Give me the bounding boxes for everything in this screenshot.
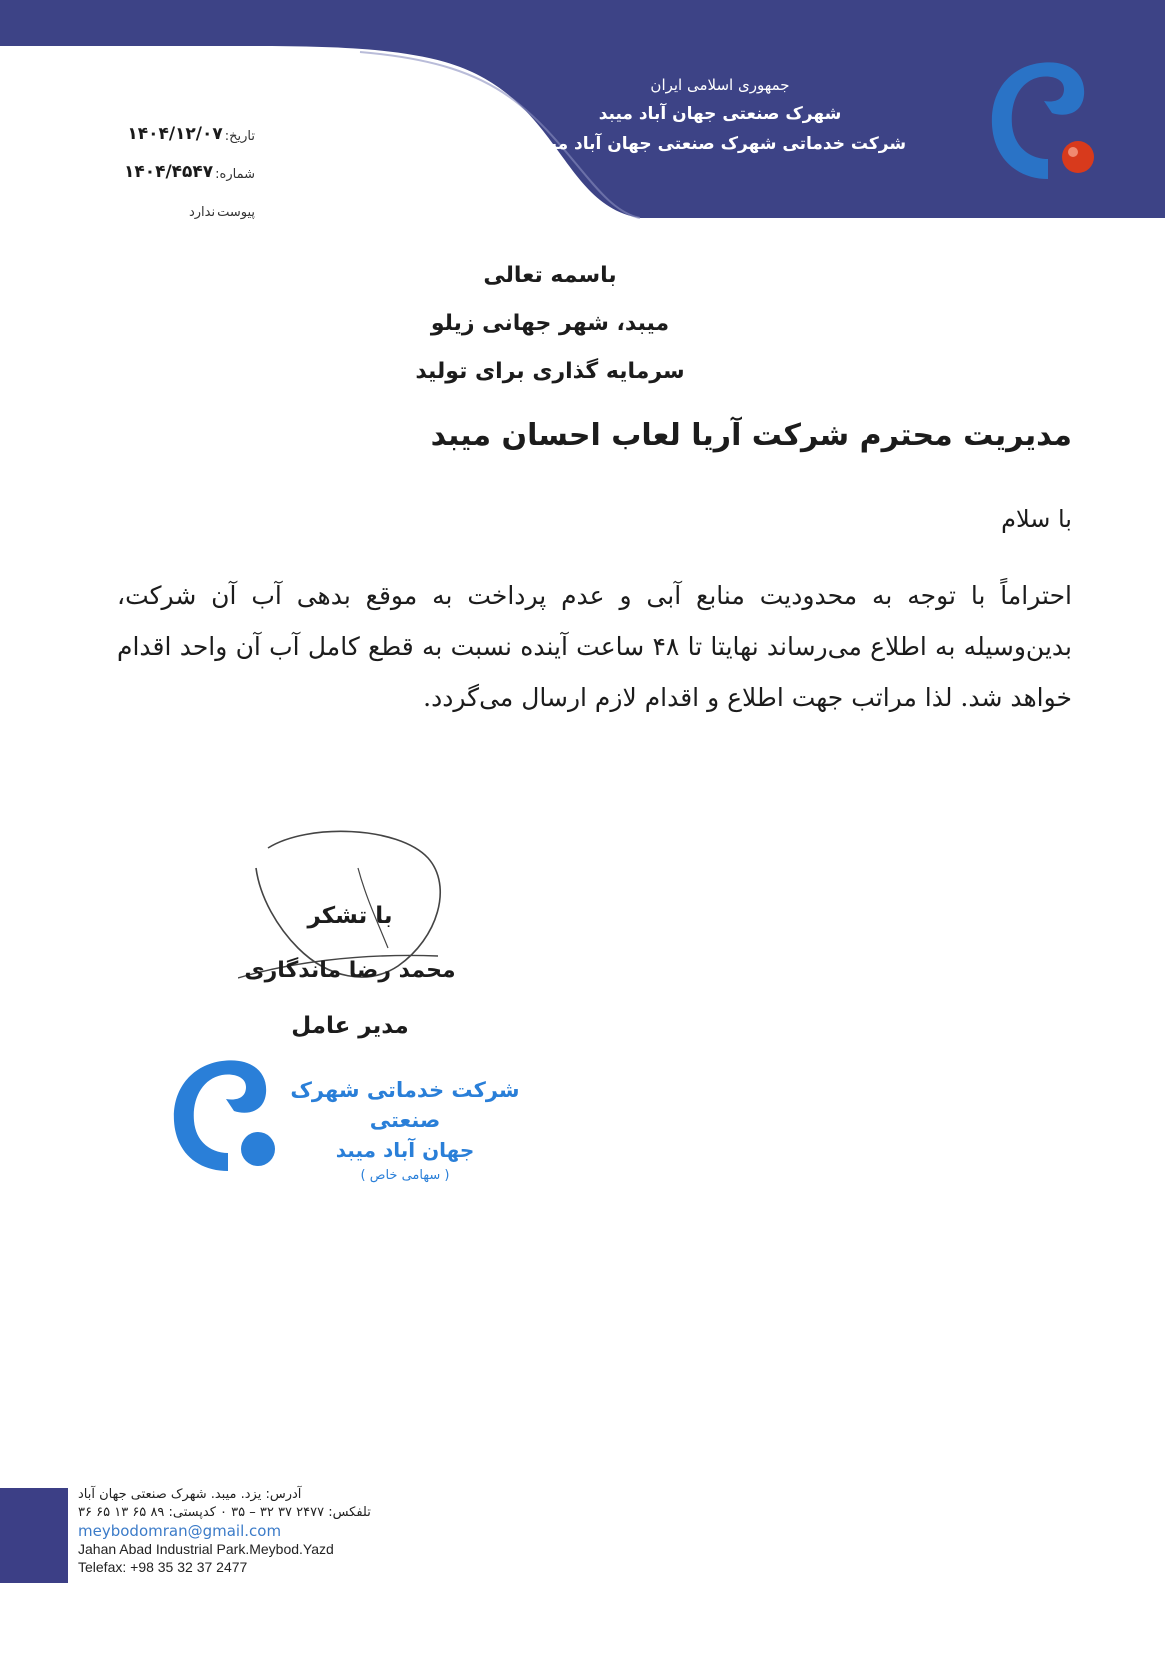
footer <box>78 1486 478 1576</box>
signature-block <box>230 888 470 1054</box>
org-name-block <box>520 72 920 158</box>
heading-line-3: سرمایه گذاری برای تولید <box>415 359 685 384</box>
company-logo-icon <box>990 55 1105 185</box>
attachment-label: پیوست <box>217 205 255 220</box>
signer-name: محمد رضا ماندگاری <box>244 958 456 983</box>
date-row <box>70 106 255 144</box>
salutation: با سلام <box>1001 505 1072 533</box>
industrial-park-name: شهرک صنعتی جهان آباد میبد <box>598 104 842 124</box>
number-row <box>70 144 255 182</box>
footer-address: آدرس: یزد. میبد. شهرک صنعتی جهان آباد <box>78 1487 302 1502</box>
letter-heading <box>380 252 720 396</box>
country-name: جمهوری اسلامی ایران <box>650 76 790 94</box>
footer-phone: تلفکس: ۲۴۷۷ ۳۷ ۳۲ – ۳۵ ۰ کدپستی: ۸۹ ۶۵ ۱۳ ۶۵ ۳۶ <box>78 1505 371 1520</box>
company-stamp <box>270 1075 540 1187</box>
signer-title: مدیر عامل <box>291 1013 409 1039</box>
service-company-name: شرکت خدماتی شهرک صنعتی جهان آباد میبد <box>533 134 907 154</box>
footer-email: meybodomran@gmail.com <box>78 1522 282 1540</box>
date-label: تاریخ: <box>224 129 255 144</box>
recipient: مدیریت محترم شرکت آریا لعاب احسان میبد <box>430 418 1072 453</box>
closing-text: با تشکر <box>307 903 393 929</box>
stamp-line-3: ( سهامی خاص ) <box>360 1168 450 1183</box>
heading-line-1: باسمه تعالی <box>483 263 617 288</box>
stamp-line-1: شرکت خدماتی شهرک صنعتی <box>290 1078 520 1132</box>
footer-bar <box>0 1488 68 1583</box>
footer-telefax: Telefax: +98 35 32 37 2477 <box>78 1559 248 1575</box>
number-label: شماره: <box>215 167 255 182</box>
attachment-value: ندارد <box>188 205 216 220</box>
date-value: ۱۴۰۴/۱۲/۰۷ <box>127 124 223 144</box>
letter-meta <box>70 106 255 220</box>
footer-address-en: Jahan Abad Industrial Park.Meybod.Yazd <box>78 1541 334 1557</box>
heading-line-2: میبد، شهر جهانی زیلو <box>430 311 670 336</box>
attachment-row <box>70 182 255 220</box>
letter-body: احتراماً با توجه به محدودیت منابع آبی و عدم پرداخت به موقع بدهی آب آن شرکت، بدین‌وسیله به اطلاع می‌رساند نهایتا تا ۴۸ ساعت آینده نسبت به قطع کامل آب آن واحد اقدام خواهد شد. لذا مراتب جهت اطلاع و اقدام لازم ارسال می‌گردد. <box>117 581 1072 712</box>
number-value: ۱۴۰۴/۴۵۴۷ <box>123 162 214 182</box>
stamp-line-2: جهان آباد میبد <box>335 1138 475 1162</box>
